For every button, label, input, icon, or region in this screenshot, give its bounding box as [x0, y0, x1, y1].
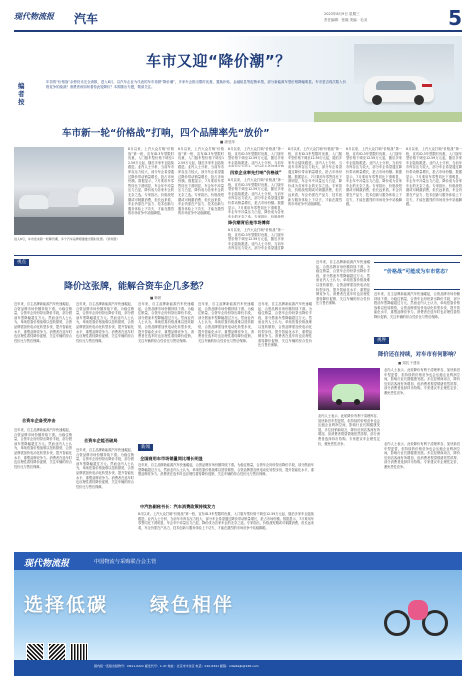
hero-car-image [364, 76, 434, 102]
article3-body-col3: 业内人士表示，此轮降价有利于清理库存，加快新旧车型更替，但持续的价格竞争也会压缩企业利润空间，影响行业长期健康发展。多位经销商坦言，降价后到店客流有所增加，但消费者观望情绪依然浓厚，部分消费者选择持币待购。专家建议车企理性定价，避免恶性竞争。 [384, 442, 460, 469]
article3-author: ■ 刘凯 于建伟 [398, 361, 420, 365]
article1-body-col1: 8月以来，上汽大众打响“价格战”第一枪，宣布ID.3车型限时优惠，入门版车型价格下调至12.59万元起，随后多家车企陆续跟进。业内人士分析，当前车市库存压力较大，部分车企希望通过降价带动销量增长，抢占市场份额。数据显示，7月乘用车零售同比下滑明显，车企年中冲量压力凸显，降价成为各家车企的无奈之选。专家指出，价格战短期或可刺激消费，但长远来看，车企仍需在产品力、技术创新与服务体验上下功夫，才能在激烈的市场竞争中站稳脚跟。 [128, 147, 174, 216]
meta-line: 责任编辑：张晓 美编：毛羽 [324, 18, 368, 22]
newspaper-logo: 现代物流报 [14, 11, 54, 21]
article2-body-col4: 近年来，自主品牌新能源汽车快速崛起，合资品牌市场份额持续下滑。为稳住销量，合资车企纷纷祭出降价手段，部分燃油车型降幅超过万元。然而业内人士认为，单纯依靠价格战难以扭转颓势，合资品牌需加快电动化转型步伐，提升智能化水平，重塑品牌竞争力。消费者在选车时也应理性看待降价促销，关注车辆的综合性价比与售后保障。 [198, 302, 254, 343]
editor-note: 年初的“价格战”余势仍未完全消散，进入8月，以汽车企业为代表的车市再掀“降价潮”，多家车企推出限时优惠、置换补贴、金融贴息等促销举措，部分新能源车型价格降幅明显。车市是否再次陷入价格竞争的漩涡？消费者该如何看待此轮降价？本期推出专题，敬请关注。 [46, 80, 346, 90]
news-title-2: 中汽协副秘书长：汽车消费政策持续发力 [140, 504, 216, 509]
footer-org: 中国物流与采购联合会主管 [94, 559, 157, 565]
article3-title: 降价还在持续，对车市有何影响？ [378, 352, 459, 358]
article1-body-col4: 8月以来，上汽大众打响“价格战”第一枪，宣布ID.3车型限时优惠，入门版车型价格下调至12.59万元起，随后多家车企陆续跟进。业内人士分析，当前车市库存压力较大，部分车企希望通过降价带动销量增长，抢占市场份额。数据显示，7月乘用车零售同比下滑明显，车企年中冲量压力凸显，降价成为各家车企的无奈之选。专家指出，价格战短期或可刺激消费，但长远来看，车企仍需在产品力、技术创新与服务体验上下功夫，才能在激烈的市场竞争中站稳脚跟。 [288, 147, 342, 207]
article3-tag-label: 视界 [377, 338, 386, 343]
news-body-1: 近年来，自主品牌新能源汽车快速崛起，合资品牌市场份额持续下滑。为稳住销量，合资车企纷纷祭出降价手段，部分燃油车型降幅超过万元。然而业内人士认为，单纯依靠价格战难以扭转颓势，合资品牌需加快电动化转型步伐，提升智能化水平，重塑品牌竞争力。消费者在选车时也应理性看待降价促销，关注车辆的综合性价比与售后保障。 [138, 463, 314, 477]
article1-photo [14, 147, 124, 235]
article1-subhead-1: 四家企业率先打响“价格战” [230, 170, 282, 175]
article2-subhead-2: 合资车企能否破局 [84, 438, 118, 443]
article1-body-col3c: 8月以来，上汽大众打响“价格战”第一枪，宣布ID.3车型限时优惠，入门版车型价格下调至12.59万元起，随后多家车企陆续跟进。业内人士分析，当前车市库存压力较大，部分车企希望通过降 [228, 228, 284, 251]
article1-body-col3: 8月以来，上汽大众打响“价格战”第一枪，宣布ID.3车型限时优惠，入门版车型价格下调至12.59万元起，随后多家车企陆续跟进。业内人士分析，当前车 [228, 147, 284, 165]
article1-body-col5: 8月以来，上汽大众打响“价格战”第一枪，宣布ID.3车型限时优惠，入门版车型价格下调至12.59万元起，随后多家车企陆续跟进。业内人士分析，当前车市库存压力较大，部分车企希望通过降价带动销量增长，抢占市场份额。数据显示，7月乘用车零售同比下滑明显，车企年中冲量压力凸显，降价成为各家车企的无奈之选。专家指出，价格战短期或可刺激消费，但长远来看，车企仍需在产品力、技术创新与服务体验上下功夫，才能在激烈的市场竞争中站稳脚跟。 [346, 147, 402, 207]
article2-body-col1: 近年来，自主品牌新能源汽车快速崛起，合资品牌市场份额持续下滑。为稳住销量，合资车企纷纷祭出降价手段，部分燃油车型降幅超过万元。然而业内人士认为，单纯依靠价格战难以扭转颓势，合资品牌需加快电动化转型步伐，提升智能化水平，重塑品牌竞争力。消费者在选车时也应理性看待降价促销，关注车辆的综合性价比与售后保障。 [14, 302, 72, 343]
car-wheel [414, 95, 424, 105]
footer-top-bar [14, 552, 462, 570]
slogan-a: 选择低碳 [24, 594, 109, 616]
article1-subhead-2: 降价潮背后是市场博弈 [228, 220, 270, 225]
edition-number: 5 [448, 6, 462, 30]
masthead [14, 8, 462, 30]
bicycle-illustration [384, 592, 450, 640]
qr-code [70, 643, 88, 661]
article2-tag [14, 259, 29, 266]
car-wheel [372, 95, 382, 105]
article1-title: 车市新一轮“价格战”打响，四个品牌率先“放价” [62, 128, 270, 139]
article1-photo-caption: 进入8月，车市迎来新一轮降价潮，多个汽车品牌相继推出限时优惠。（资料图） [14, 237, 120, 241]
article2-body-col7: 近年来，自主品牌新能源汽车快速崛起，合资品牌市场份额持续下滑。为稳住销量，合资车企纷纷祭出降价手段，部分燃油车型降幅超过万元。然而业内人士认为，单纯依靠价格战难以扭转颓势，合资品牌需加快电动化转型步伐，提升智能化水平，重塑品牌竞争力。消费者在选车时也应理性看待降价促销，关注车辆的综合性价比与售后保障。 [374, 292, 460, 319]
footer-ad-banner [14, 552, 462, 676]
qr-code [26, 643, 44, 661]
article3-body-col2: 业内人士表示，此轮降价有利于清理库存，加快新旧车型更替，但持续的价格竞争也会压缩企业利润空间，影响行业长期健康发展。多位经销商坦言，降价后到店客流有所增加，但消费者观望情绪依然浓厚，部分消费者选择持币待购。专家建议车企理性定价，避免恶性竞争。 [318, 414, 380, 446]
article1-author: ■ 唐莹萍 [220, 140, 235, 144]
article3-tag [374, 337, 389, 344]
article2-body-col6: 近年来，自主品牌新能源汽车快速崛起，合资品牌市场份额持续下滑。为稳住销量，合资车企纷纷祭出降价手段，部分燃油车型降幅超过万元。然而业内人士认为，单纯依靠价格战难以扭转颓势，合资品牌需加快电动化转型步伐，提升智能化水平，重塑品牌竞争力。消费者在选车时也应理性看待降价促销，关注车辆的综合性价比与售后保障。 [316, 260, 370, 306]
footer-bottom-bar [14, 660, 462, 676]
article1-body-col2: 8月以来，上汽大众打响“价格战”第一枪，宣布ID.3车型限时优惠，入门版车型价格下调至12.59万元起，随后多家车企陆续跟进。业内人士分析，当前车市库存压力较大，部分车企希望通过降价带动销量增长，抢占市场份额。数据显示，7月乘用车零售同比下滑明显，车企年中冲量压力凸显，降价成为各家车企的无奈之选。专家指出，价格战短期或可刺激消费，但长远来看，车企仍需在产品力、技术创新与服务体验上下功夫，才能在激烈的市场竞争中站稳脚跟。 [178, 147, 224, 216]
article2-body-col5: 近年来，自主品牌新能源汽车快速崛起，合资品牌市场份额持续下滑。为稳住销量，合资车企纷纷祭出降价手段，部分燃油车型降幅超过万元。然而业内人士认为，单纯依靠价格战难以扭转颓势，合资品牌需加快电动化转型步伐，提升智能化水平，重塑品牌竞争力。消费者在选车时也应理性看待降价促销，关注车辆的综合性价比与售后保障。 [258, 302, 312, 348]
article2-subhead-1: 合资车企备受冲击 [22, 418, 56, 423]
grass-strip [314, 112, 462, 122]
news-body-2: 8月以来，上汽大众打响“价格战”第一枪，宣布ID.3车型限时优惠，入门版车型价格下调至12.59万元起，随后多家车企陆续跟进。业内人士分析，当前车市库存压力较大，部分车企希望通过降价带动销量增长，抢占市场份额。数据显示，7月乘用车零售同比下滑明显，车企年中冲量压力凸显，降价成为各家车企的无奈之选。专家指出，价格战短期或可刺激消费，但长远来看，车企仍需在产品力、技术创新与服务体验上下功夫，才能在激烈的市场竞争中站稳脚跟。 [138, 512, 314, 530]
article2-body-col2b: 近年来，自主品牌新能源汽车快速崛起，合资品牌市场份额持续下滑。为稳住销量，合资车企纷纷祭出降价手段，部分燃油车型降幅超过万元。然而业内人士认为，单纯依靠价格战难以扭转颓势，合资品牌需加快电动化转型步伐，提升智能化水平，重塑品牌竞争力。消费者在选车时也应理性看待降价促销，关注车辆的综合性价比与售后保障。 [76, 448, 134, 489]
news-tag [138, 444, 153, 451]
article2-author: ■ 韩妍 [150, 296, 162, 300]
header-rule [14, 30, 462, 32]
article3-body-col1: 业内人士表示，此轮降价有利于清理库存，加快新旧车型更替，但持续的价格竞争也会压缩企业利润空间，影响行业长期健康发展。多位经销商坦言，降价后到店客流有所增加，但消费者观望情绪依然浓厚，部分消费者选择持币待购。专家建议车企理性定价，避免恶性竞争。 [384, 368, 460, 395]
section-label: 汽车 [74, 12, 99, 26]
pull-quote-text: “价格战”可能成为车市常态？ [383, 269, 451, 275]
slogan-b: 绿色相伴 [150, 594, 235, 616]
article2-tag-label: 视点 [17, 260, 26, 265]
date-line: 2023年8月9日 星期三 [324, 12, 360, 16]
article2-body-col3: 近年来，自主品牌新能源汽车快速崛起，合资品牌市场份额持续下滑。为稳住销量，合资车企纷纷祭出降价手段，部分燃油车型降幅超过万元。然而业内人士认为，单纯依靠价格战难以扭转颓势，合资品牌需加快电动化转型步伐，提升智能化水平，重塑品牌竞争力。消费者在选车时也应理性看待降价促销，关注车辆的综合性价比与售后保障。 [138, 302, 194, 343]
pull-quote [374, 262, 460, 290]
section-divider [14, 255, 462, 256]
footer-logo: 现代物流报 [24, 559, 70, 569]
news-title-1: 全国商用车市场销量同比增长明显 [140, 456, 203, 461]
article2-body-col1b: 近年来，自主品牌新能源汽车快速崛起，合资品牌市场份额持续下滑。为稳住销量，合资车企纷纷祭出降价手段，部分燃油车型降幅超过万元。然而业内人士认为，单纯依靠价格战难以扭转颓势，合资品牌需加快电动化转型步伐，提升智能化水平，重塑品牌竞争力。消费者在选车时也应理性看待降价促销，关注车辆的综合性价比与售后保障。 [14, 428, 72, 469]
article1-body-col6: 8月以来，上汽大众打响“价格战”第一枪，宣布ID.3车型限时优惠，入门版车型价格下调至12.59万元起，随后多家车企陆续跟进。业内人士分析，当前车市库存压力较大，部分车企希望通过降价带动销量增长，抢占市场份额。数据显示，7月乘用车零售同比下滑明显，车企年中冲量压力凸显，降价成为各家车企的无奈之选。专家指出，价格战短期或可刺激消费，但长远来看，车企仍需在产品力、技术创新与服务体验上下功夫，才能在激烈的市场竞争中站稳脚跟。 [406, 147, 462, 207]
news-tag-label: 新闻 [141, 445, 150, 450]
qr-code [48, 643, 66, 661]
article2-title: 降价这张牌，能解合资车企几多愁？ [64, 282, 209, 292]
article3-photo [318, 368, 380, 410]
main-headline: 车市又迎“降价潮”？ [146, 52, 291, 70]
article2-body-col2: 近年来，自主品牌新能源汽车快速崛起，合资品牌市场份额持续下滑。为稳住销量，合资车企纷纷祭出降价手段，部分燃油车型降幅超过万元。然而业内人士认为，单纯依靠价格战难以扭转颓势，合资品牌需加快电动化转型步伐，提升智能化水平，重塑品牌竞争力。消费者在选车时也应理性看待降价促销，关注车辆的综合性价比与售后保障。 [76, 302, 134, 343]
footer-contact: 国内统一连续出版物号：CN11-0221 邮发代号：1-47 地址：北京市丰台区 电话：010-6341 邮箱：xdwlbbjb@126.com [94, 664, 259, 668]
editor-note-label: 编者按 [18, 82, 25, 106]
article1-body-col3b: 8月以来，上汽大众打响“价格战”第一枪，宣布ID.3车型限时优惠，入门版车型价格下调至12.59万元起，随后多家车企陆续跟进。业内人士分析，当前车市库存压力较大，部分车企希望通过降价带动销量增长，抢占市场份额。数据显示，7月乘用车零售同比下滑明显，车企年中冲量压力凸显，降价成为各家车企的无奈之选。专家指出，价格战短 [228, 178, 284, 218]
